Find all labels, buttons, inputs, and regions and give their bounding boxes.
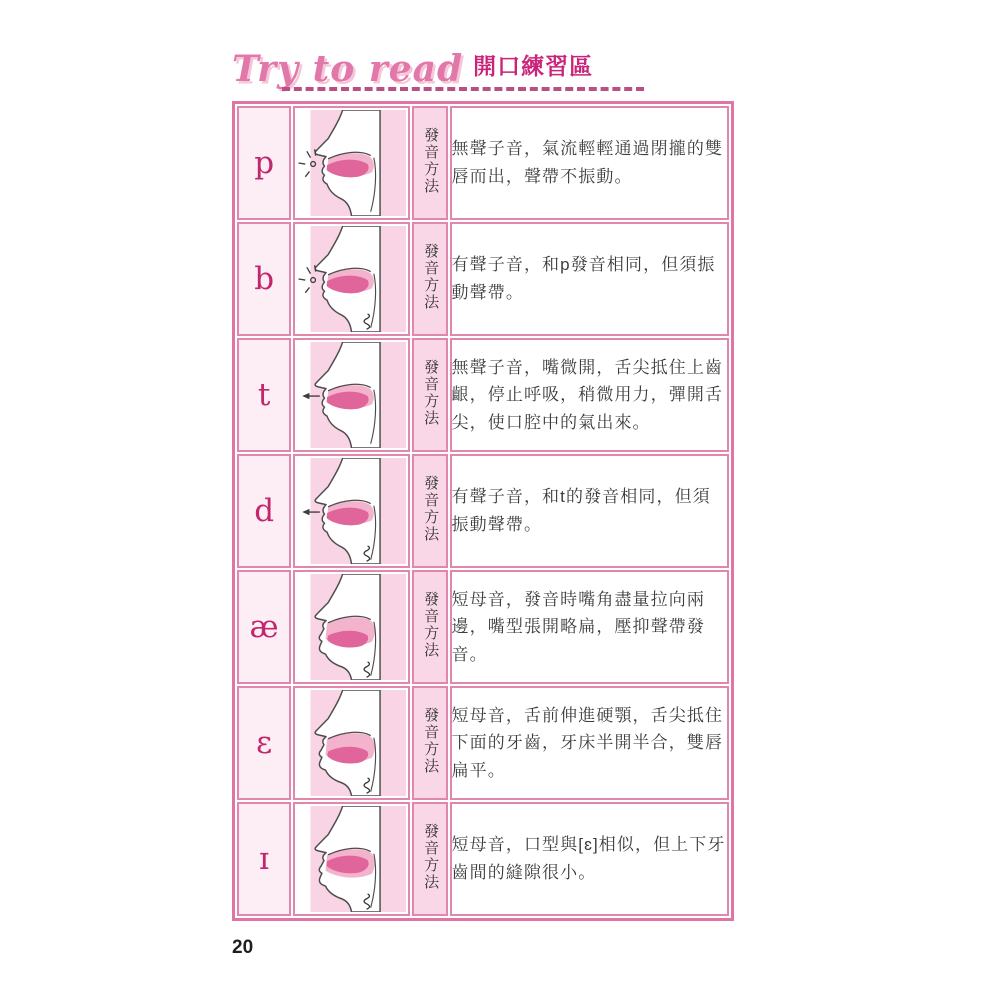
phonetic-symbol-cell bbox=[237, 686, 291, 800]
mouth-diagram-cell bbox=[293, 570, 410, 684]
table-row bbox=[237, 686, 729, 800]
table-row bbox=[237, 802, 729, 916]
description-cell bbox=[450, 222, 729, 336]
method-label: 發音方法 bbox=[422, 474, 440, 543]
mouth-diagram-near-close-vowel bbox=[297, 806, 406, 912]
method-label-cell bbox=[412, 106, 447, 220]
phonetic-symbol-cell bbox=[237, 106, 291, 220]
description-cell bbox=[450, 106, 729, 220]
page-content bbox=[232, 48, 734, 959]
section-header bbox=[232, 48, 734, 96]
method-label-cell bbox=[412, 338, 447, 452]
table-row bbox=[237, 106, 729, 220]
mouth-diagram-open-vowel bbox=[297, 574, 406, 680]
description-cell bbox=[450, 802, 729, 916]
method-label: 發音方法 bbox=[422, 126, 440, 195]
mouth-diagram-cell bbox=[293, 222, 410, 336]
method-label: 發音方法 bbox=[422, 706, 440, 775]
phonetic-symbol: æ bbox=[249, 609, 279, 645]
phonetic-symbol: b bbox=[254, 261, 275, 297]
description-text: 短母音，舌前伸進硬顎，舌尖抵住下面的牙齒，牙床半開半合，雙唇扁平。 bbox=[451, 705, 724, 780]
mouth-diagram-alveolar-plosive bbox=[297, 342, 406, 448]
page-number: 20 bbox=[232, 937, 254, 958]
method-label: 發音方法 bbox=[422, 358, 440, 427]
description-text: 無聲子音，氣流輕輕通過閉攏的雙唇而出，聲帶不振動。 bbox=[451, 139, 724, 186]
method-label: 發音方法 bbox=[422, 242, 440, 311]
phonetic-symbol-cell bbox=[237, 338, 291, 452]
section-title-script: Try to read bbox=[232, 48, 464, 90]
mouth-diagram-alveolar-plosive bbox=[297, 458, 406, 564]
mouth-diagram-cell bbox=[293, 338, 410, 452]
phonetic-symbol: d bbox=[254, 493, 275, 529]
mouth-diagram-cell bbox=[293, 802, 410, 916]
description-cell bbox=[450, 686, 729, 800]
phonetic-symbol-cell bbox=[237, 222, 291, 336]
mouth-diagram-cell bbox=[293, 106, 410, 220]
description-text: 短母音，發音時嘴角盡量拉向兩邊，嘴型張開略扁，壓抑聲帶發音。 bbox=[451, 589, 705, 664]
phonetic-symbol-cell bbox=[237, 454, 291, 568]
mouth-diagram-cell bbox=[293, 686, 410, 800]
method-label-cell bbox=[412, 802, 447, 916]
table-row bbox=[237, 222, 729, 336]
description-text: 有聲子音，和p發音相同，但須振動聲帶。 bbox=[451, 255, 716, 302]
method-label: 發音方法 bbox=[422, 590, 440, 659]
dashed-underline bbox=[282, 87, 644, 91]
table-row bbox=[237, 338, 729, 452]
method-label-cell bbox=[412, 686, 447, 800]
phonetic-symbol: ɪ bbox=[259, 841, 270, 877]
pronunciation-table bbox=[232, 101, 734, 921]
description-text: 無聲子音，嘴微開，舌尖抵住上齒齦，停止呼吸，稍微用力，彈開舌尖，使口腔中的氣出來。 bbox=[451, 357, 724, 432]
mouth-diagram-half-open-vowel bbox=[297, 690, 406, 796]
description-cell bbox=[450, 570, 729, 684]
phonetic-symbol-cell bbox=[237, 802, 291, 916]
method-label-cell bbox=[412, 454, 447, 568]
mouth-diagram-bilabial-plosive bbox=[297, 110, 406, 216]
mouth-diagram-bilabial-plosive bbox=[297, 226, 406, 332]
description-text: 短母音，口型與[ɛ]相似，但上下牙齒間的縫隙很小。 bbox=[451, 835, 726, 882]
phonetic-symbol-cell bbox=[237, 570, 291, 684]
phonetic-symbol: ɛ bbox=[256, 725, 273, 761]
description-cell bbox=[450, 338, 729, 452]
phonetic-symbol: p bbox=[254, 145, 275, 181]
phonetic-symbol: t bbox=[257, 377, 271, 413]
mouth-diagram-cell bbox=[293, 454, 410, 568]
description-text: 有聲子音，和t的發音相同，但須振動聲帶。 bbox=[451, 487, 711, 534]
description-cell bbox=[450, 454, 729, 568]
method-label: 發音方法 bbox=[422, 822, 440, 891]
section-title-cjk: 開口練習區 bbox=[473, 53, 594, 79]
table-row bbox=[237, 570, 729, 684]
method-label-cell bbox=[412, 222, 447, 336]
table-row bbox=[237, 454, 729, 568]
method-label-cell bbox=[412, 570, 447, 684]
